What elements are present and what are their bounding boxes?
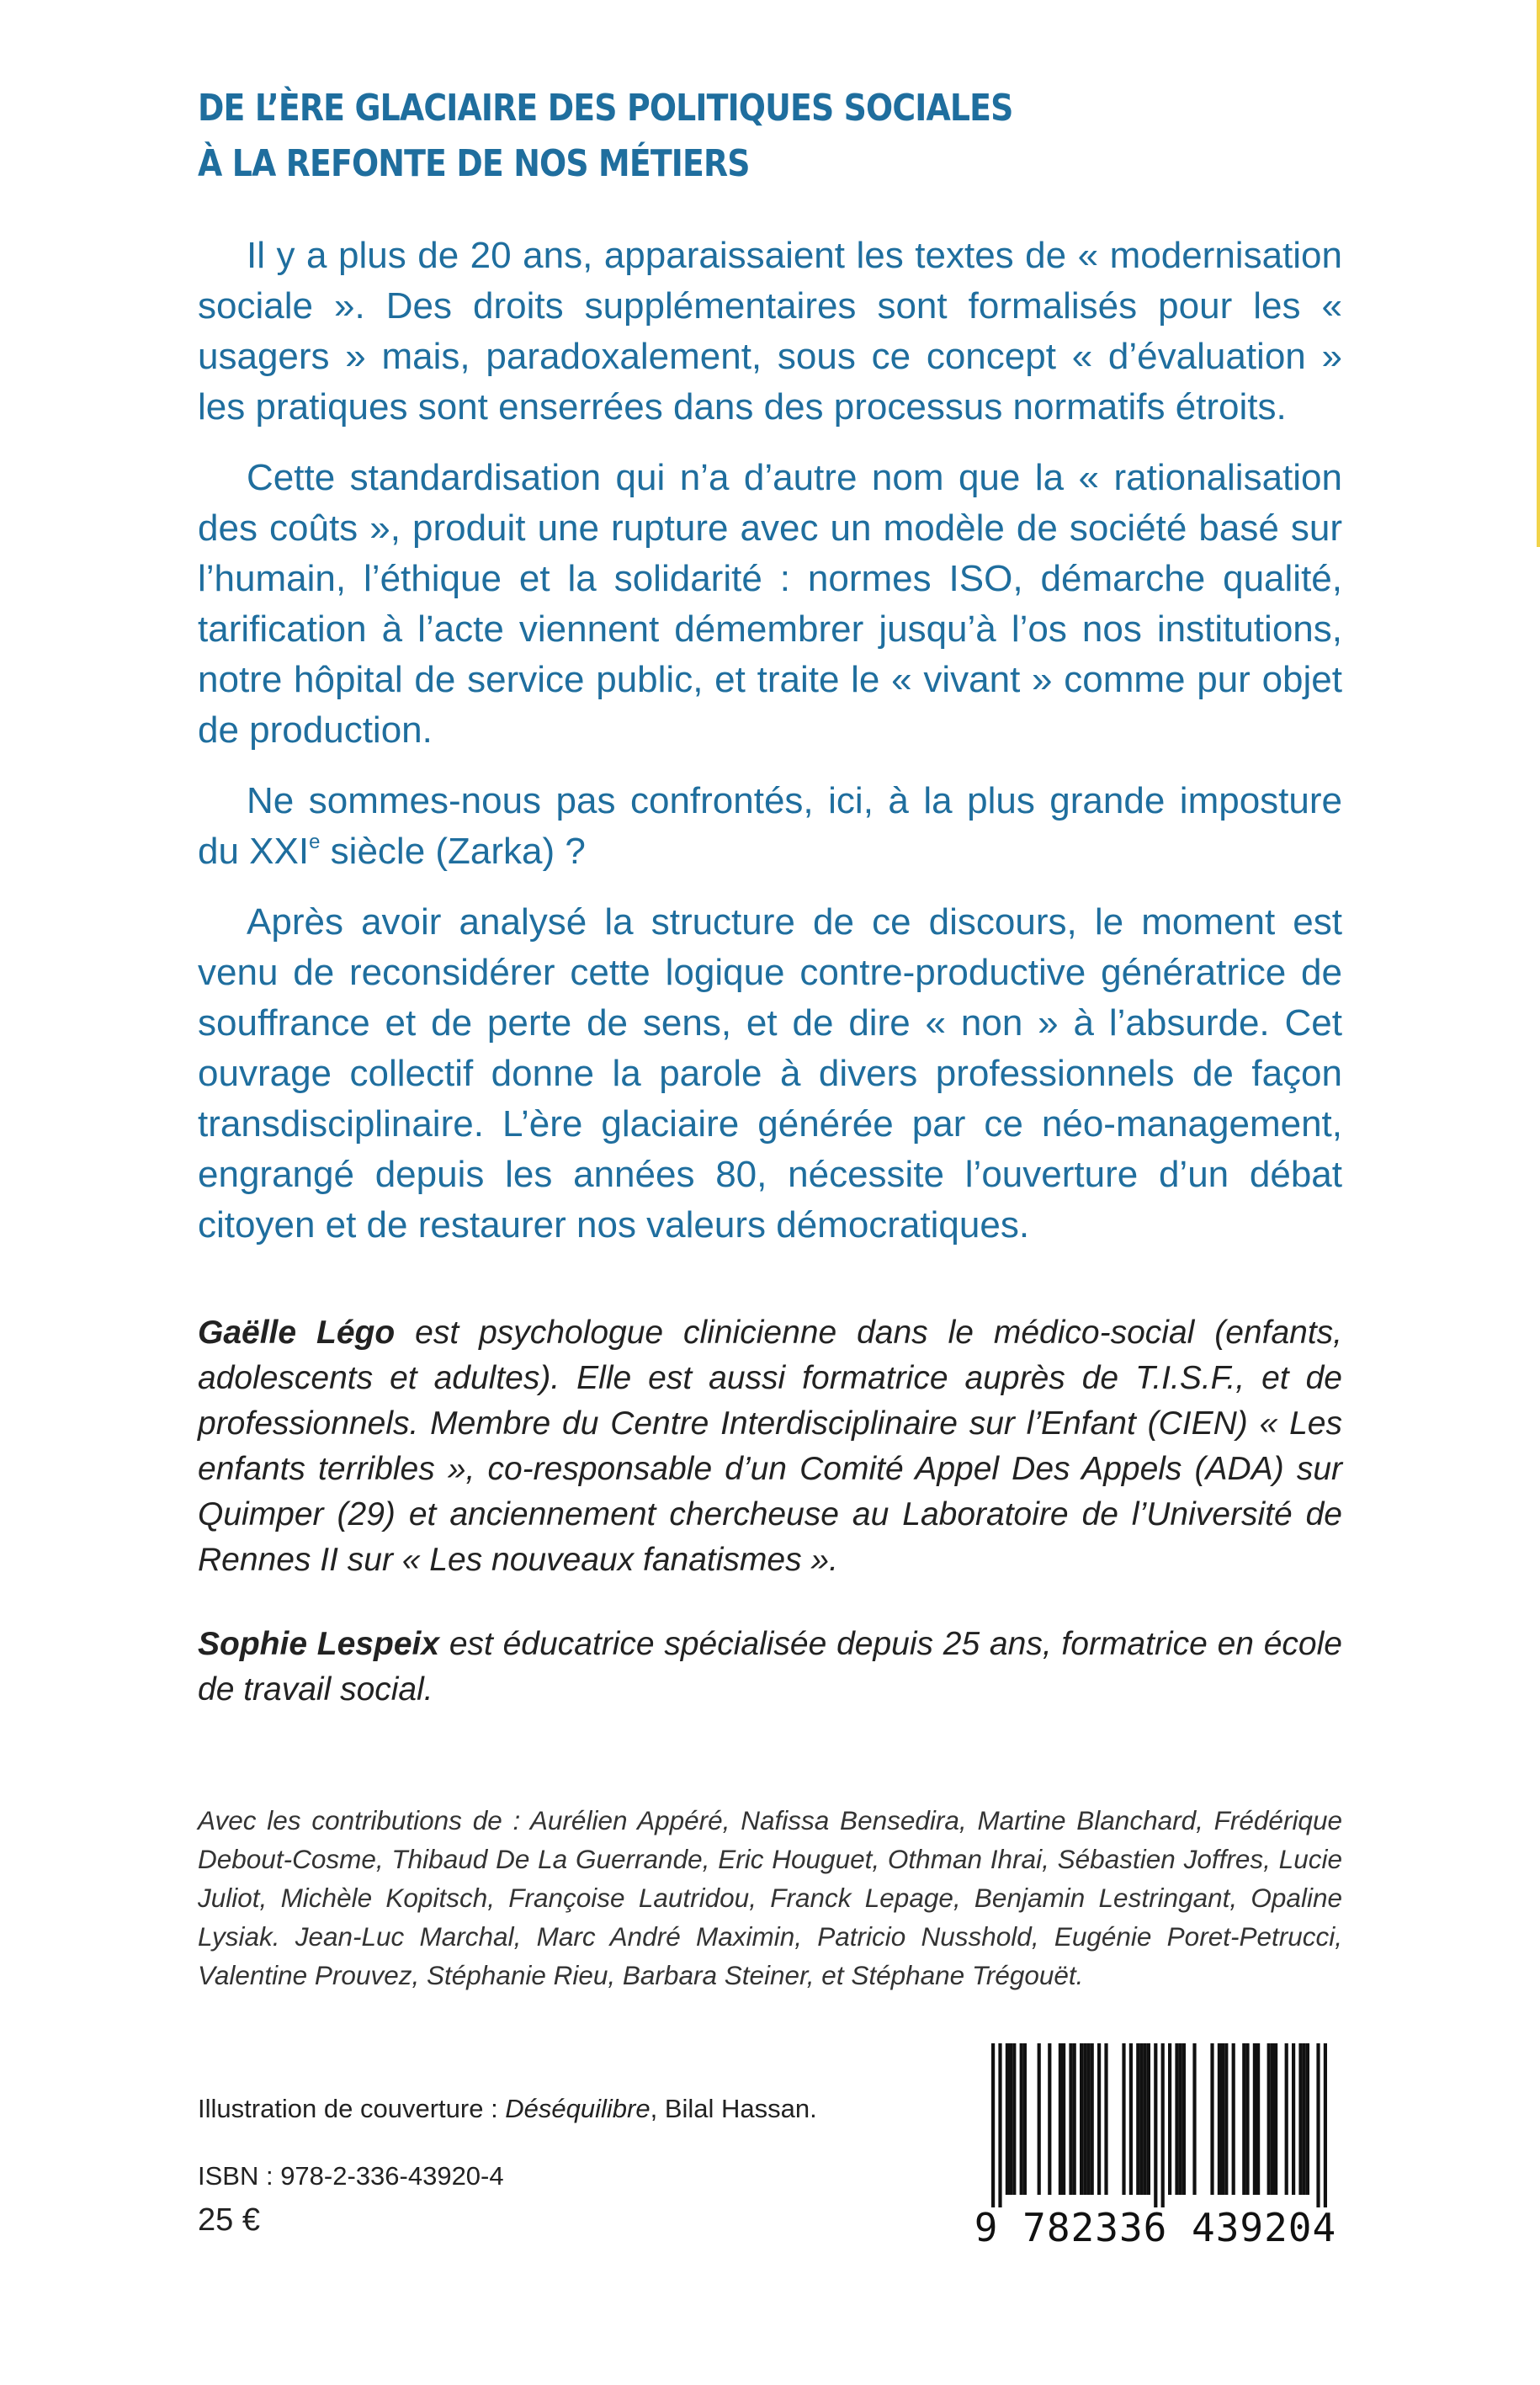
barcode-bar (1274, 2043, 1277, 2195)
barcode-bar (1267, 2043, 1271, 2195)
barcode (966, 2043, 1345, 2260)
barcode-bar (1175, 2043, 1178, 2195)
cover-credit-label: Illustration de couverture : (198, 2094, 506, 2123)
barcode-bar (1122, 2043, 1125, 2195)
barcode-bar (1086, 2043, 1090, 2195)
barcode-bar (991, 2043, 995, 2207)
barcode-bar (1192, 2043, 1196, 2195)
barcode-bar (1179, 2043, 1182, 2195)
author-name-2: Sophie Lespeix (198, 1626, 440, 1662)
barcode-bar (1218, 2043, 1221, 2195)
barcode-bar (1073, 2043, 1076, 2195)
barcode-bar (1020, 2043, 1023, 2195)
back-cover-title (198, 81, 1197, 192)
century-superscript: e (309, 831, 321, 853)
barcode-bar (998, 2043, 1001, 2207)
summary-paragraph-2: Cette standardisation qui n’a d’autre nom que la « rationalisation des coûts », produit une rupture avec un modèle de société basé sur l’humain, l’éthique et la solidarité : normes ISO, démarche qualité, tarification à l’acte viennent démembrer jusqu’à l’os nos institutions, notre hôpital de service public, et traite le « vivant » comme pur objet de production. (198, 457, 1342, 751)
summary-paragraph-4: Après avoir analysé la structure de ce discours, le moment est venu de reconsidérer cette logique contre-productive génératrice de souffrance et de perte de sens, et de dire « non » à l’absurde. Cet ouvrage collectif donne la parole à divers professionnels de façon transdisciplinaire. L’ère glaciaire générée par ce néo-management, engrangé depuis les années 80, nécessite l’ouverture d’un débat citoyen et de restaurer nos valeurs démocratiques. (198, 901, 1342, 1246)
barcode-bar (1139, 2043, 1143, 2195)
barcode-bar (1062, 2043, 1065, 2195)
author-text-2: est éducatrice spécialisée depuis 25 ans, formatrice en école de travail social. (198, 1626, 1342, 1708)
price: 25 € (198, 2202, 260, 2238)
barcode-bar (1144, 2043, 1147, 2195)
author-bio-2 (198, 1622, 1342, 1713)
barcode-bar (1221, 2043, 1224, 2195)
summary-p3-end: siècle (Zarka) ? (320, 831, 586, 872)
barcode-bar (1316, 2043, 1320, 2207)
author-bios (198, 1310, 1342, 1751)
spine-edge-line (1537, 0, 1540, 547)
barcode-bar (1006, 2043, 1009, 2195)
barcode-bar (1324, 2043, 1327, 2207)
barcode-bar (1242, 2043, 1245, 2195)
barcode-bar (1224, 2043, 1228, 2195)
barcode-bar (1232, 2043, 1235, 2195)
author-bio-1 (198, 1310, 1342, 1583)
barcode-bar (1059, 2043, 1062, 2195)
barcode-bar (1292, 2043, 1295, 2195)
barcode-bar (1271, 2043, 1274, 2195)
barcode-bars (966, 2043, 1345, 2207)
cover-artwork-title: Déséquilibre (505, 2094, 651, 2123)
summary-text (198, 231, 1342, 1271)
cover-artist: , Bilal Hassan. (650, 2094, 817, 2123)
barcode-bar (1210, 2043, 1213, 2195)
barcode-bar (1009, 2043, 1012, 2195)
summary-p3-text: Ne sommes-nous pas confrontés, ici, à la plus grande imposture du XXI (198, 780, 1342, 872)
barcode-bar (1245, 2043, 1249, 2195)
barcode-bar (1298, 2043, 1302, 2195)
barcode-bar (1303, 2043, 1306, 2195)
barcode-bar (1256, 2043, 1260, 2195)
barcode-bar (1136, 2043, 1139, 2195)
barcode-bar (1306, 2043, 1309, 2195)
summary-paragraph-3 (198, 776, 1342, 877)
barcode-digits: 9 782336 439204 (974, 2205, 1337, 2250)
barcode-bar (1129, 2043, 1133, 2195)
title-line-2: À LA REFONTE DE NOS MÉTIERS (198, 142, 750, 185)
barcode-bar (1253, 2043, 1256, 2195)
barcode-bar (1083, 2043, 1086, 2195)
barcode-bar (1091, 2043, 1094, 2195)
barcode-bar (1012, 2043, 1016, 2195)
barcode-bar (1069, 2043, 1072, 2195)
barcode-bar (1104, 2043, 1107, 2195)
contributors-list: Avec les contributions de : Aurélien Appéré, Nafissa Bensedira, Martine Blanchard, Frédérique Debout-Cosme, Thibaud De La Guerrande, Eric Houguet, Othman Ihrai, Sébastien Joffres, Lucie Juliot, Michèle Kopitsch, Françoise Lautridou, Franck Lepage, Benjamin Lestringant, Opaline Lysiak. Jean-Luc Marchal, Marc André Maximin, Patricio Nusshold, Eugénie Poret-Petrucci, Valentine Prouvez, Stéphanie Rieu, Barbara Steiner, et Stéphane Trégouët. (198, 1805, 1342, 1990)
barcode-bar (1182, 2043, 1186, 2195)
summary-paragraph-1: Il y a plus de 20 ans, apparaissaient les textes de « modernisation sociale ». Des droits supplémentaires sont formalisés pour les « usagers » mais, paradoxalement, sous ce concept « d’évaluation » les pratiques sont enserrées dans des processus normatifs étroits. (198, 235, 1342, 428)
barcode-bar (1147, 2043, 1150, 2195)
author-name-1: Gaëlle Légo (198, 1315, 396, 1351)
barcode-bar (1285, 2043, 1288, 2195)
barcode-bar (1038, 2043, 1041, 2195)
barcode-bar (1168, 2043, 1171, 2195)
barcode-bar (1080, 2043, 1083, 2195)
title-line-1: DE L’ÈRE GLACIAIRE DES POLITIQUES SOCIALES (198, 87, 1013, 130)
author-text-1: est psychologue clinicienne dans le médico-social (enfants, adolescents et adultes). Elle est aussi formatrice auprès de T.I.S.F., et de professionnels. Membre du Centre Interdisciplinaire sur l’Enfant (CIEN) « Les enfants terribles », co-responsable d’un Comité Appel Des Appels (ADA) sur Quimper (29) et anciennement chercheuse au Laboratoire de l’Université de Rennes II sur « Les nouveaux fanatismes ». (198, 1315, 1342, 1578)
barcode-bar (1023, 2043, 1027, 2195)
barcode-bar (1048, 2043, 1051, 2195)
barcode-bar (1161, 2043, 1165, 2207)
barcode-bar (1097, 2043, 1101, 2195)
isbn: ISBN : 978-2-336-43920-4 (198, 2161, 504, 2191)
cover-illustration-credit (198, 2094, 817, 2124)
barcode-bar (1154, 2043, 1157, 2207)
